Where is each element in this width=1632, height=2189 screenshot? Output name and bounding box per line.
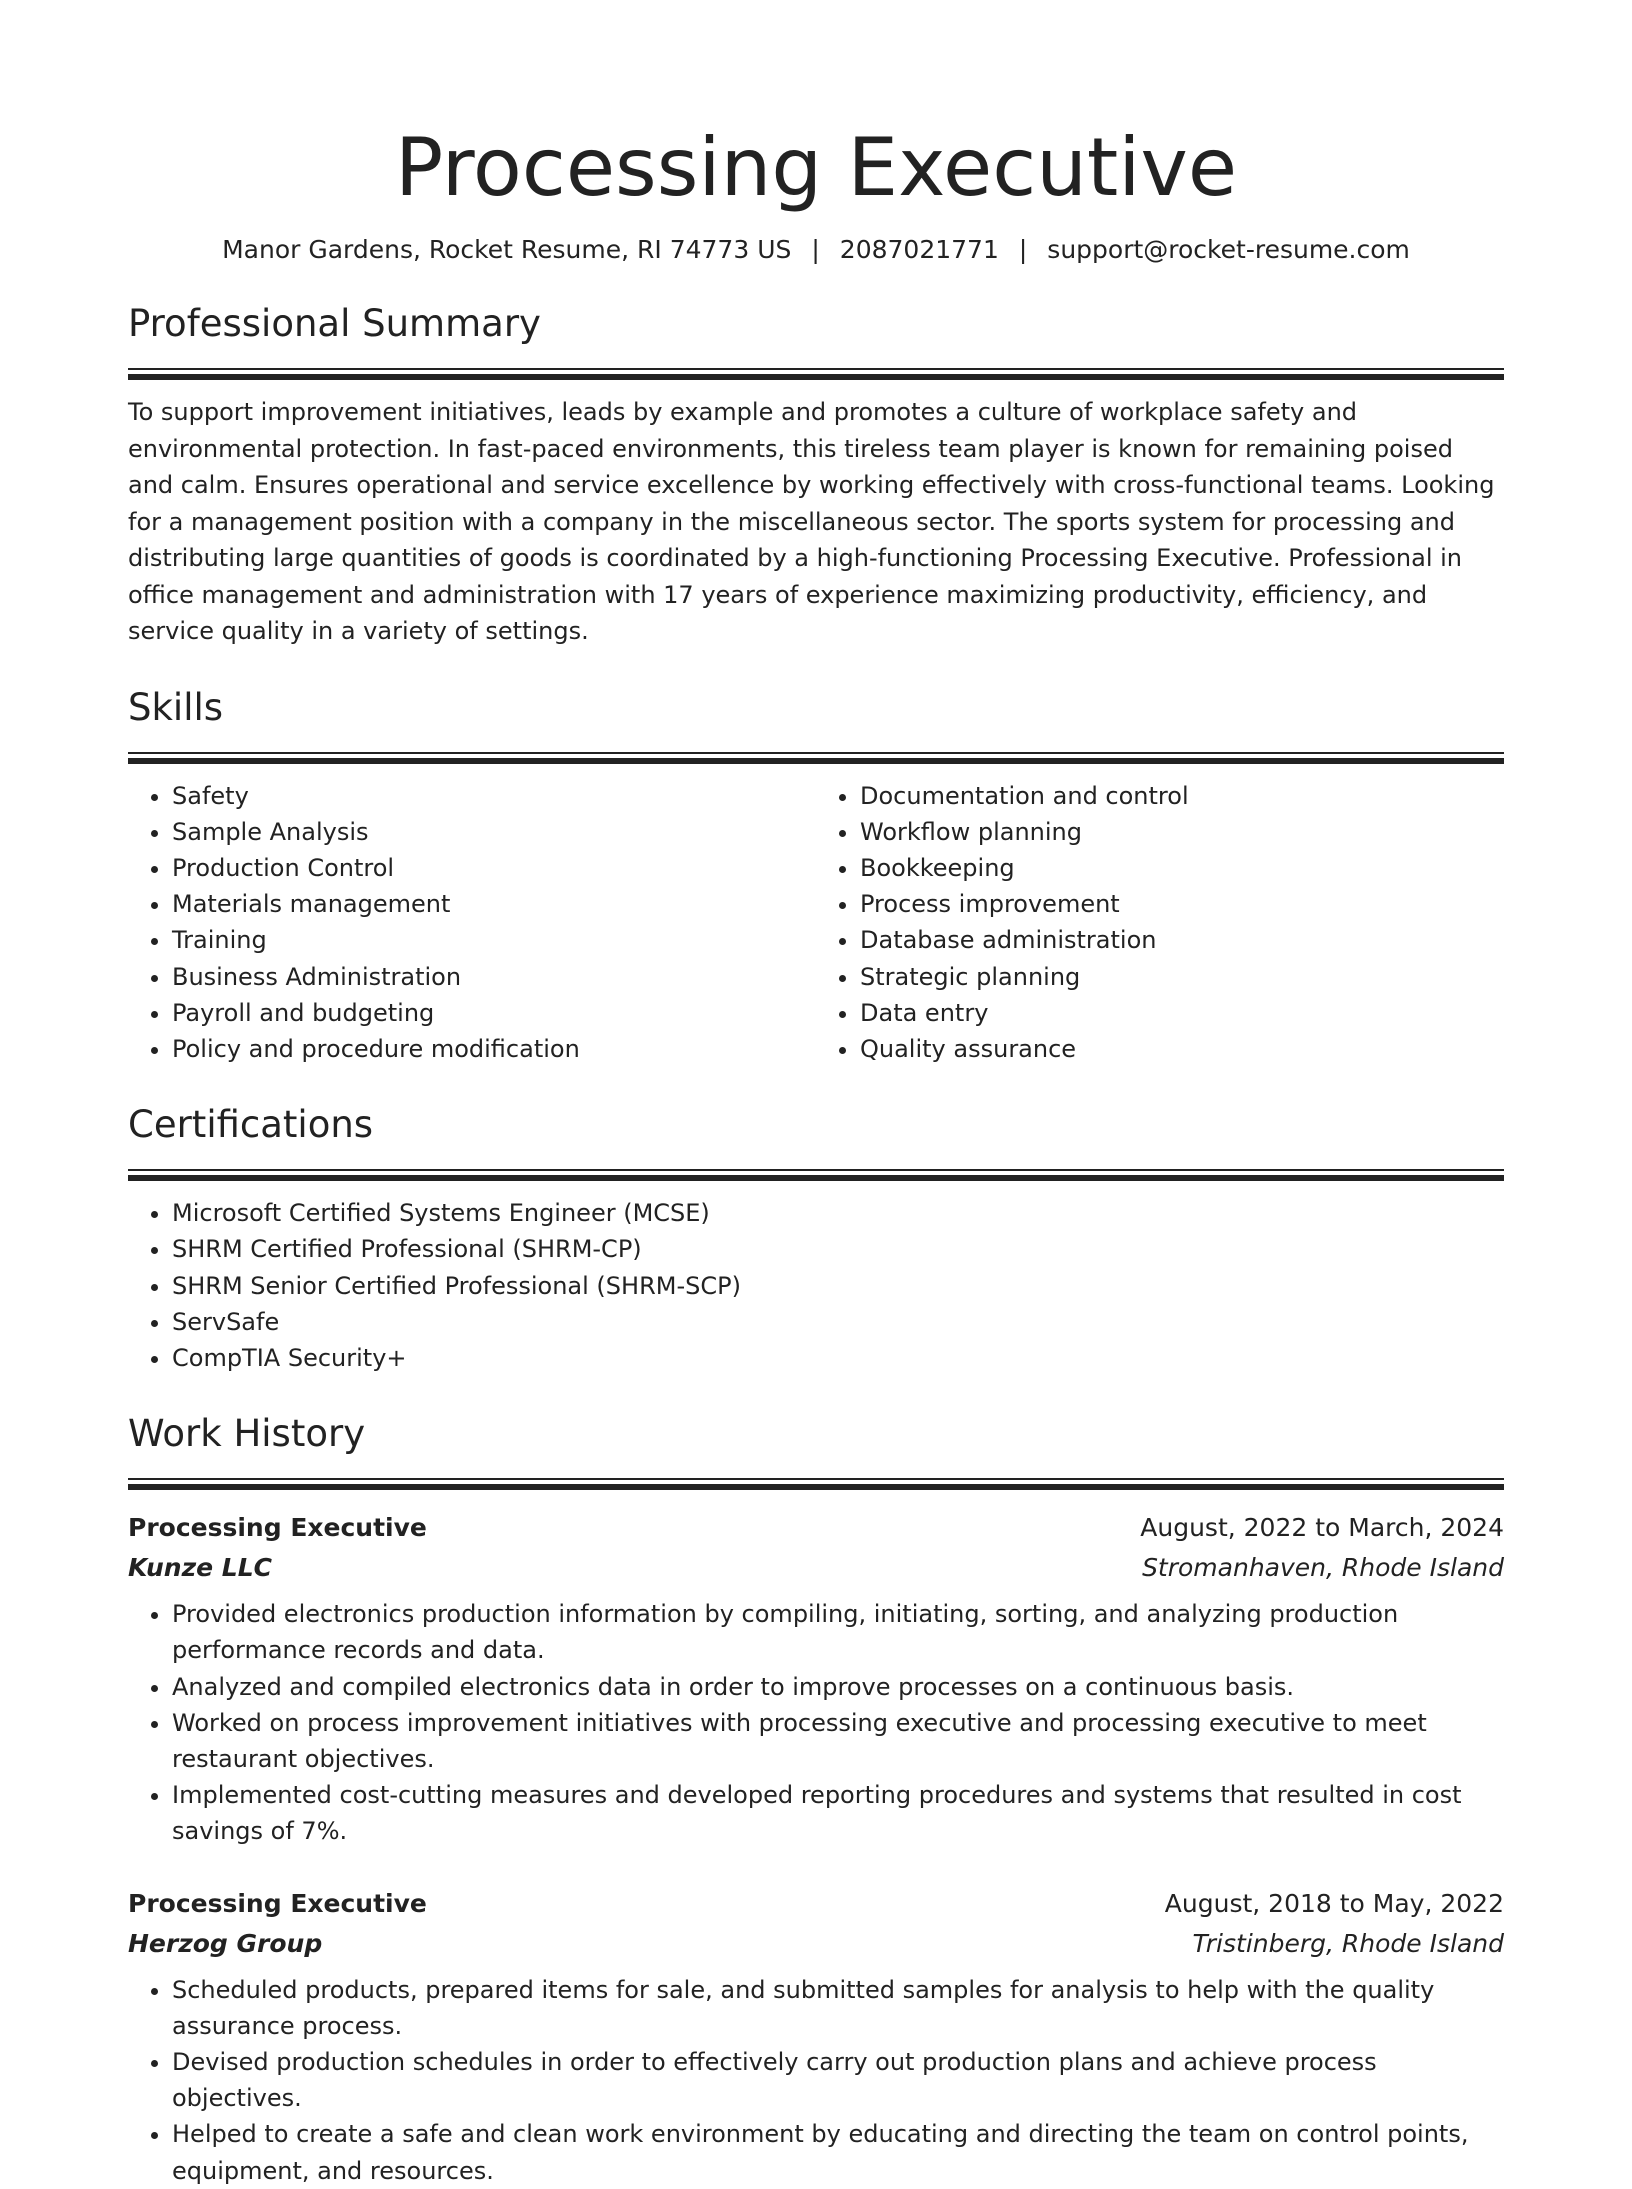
job-bullet: • Scheduled products, prepared items for sale, and submitted samples for analysis to help with the quality assurance process. <box>172 1972 1504 2044</box>
candidate-name: Processing Executive <box>394 121 1238 214</box>
skill-item: • Bookkeeping <box>860 850 1504 886</box>
job-bullet: • Worked on process improvement initiatives with processing executive and processing executive to meet restaurant objectives. <box>172 1705 1504 1777</box>
job-company-row <box>128 1924 1504 1964</box>
contact-email[interactable]: support@rocket-resume.com <box>1047 235 1410 264</box>
job-bullet: • Helped to create a safe and clean work environment by educating and directing the team on control points, equipment, and resources. <box>172 2116 1504 2188</box>
certifications-section <box>128 1101 1504 1376</box>
skills-list-left <box>128 778 816 1068</box>
certification-item: • SHRM Senior Certified Professional (SHRM-SCP) <box>172 1268 1504 1304</box>
certification-item: • ServSafe <box>172 1304 1504 1340</box>
certification-item: • SHRM Certified Professional (SHRM-CP) <box>172 1231 1504 1267</box>
job-bullet: • Provided electronics production information by compiling, initiating, sorting, and analyzing production performance records and data. <box>172 1596 1504 1668</box>
skill-item: • Quality assurance <box>860 1031 1504 1067</box>
job-location: Stromanhaven, Rhode Island <box>1142 1553 1504 1583</box>
job-bullets <box>128 1972 1504 2189</box>
certifications-heading: Certifications <box>128 1103 374 1147</box>
summary-section <box>128 300 1504 650</box>
job-company-row <box>128 1548 1504 1588</box>
summary-heading: Professional Summary <box>128 302 541 345</box>
contact-phone: 2087021771 <box>839 235 999 264</box>
skill-item: • Safety <box>172 778 816 814</box>
skill-item: • Production Control <box>172 850 816 886</box>
job-location: Tristinberg, Rhode Island <box>1192 1928 1504 1958</box>
certification-item: • Microsoft Certified Systems Engineer (MCSE) <box>172 1195 1504 1231</box>
work-history-section <box>128 1410 1504 2189</box>
job-header-row <box>128 1508 1504 1548</box>
summary-text: To support improvement initiatives, leads by example and promotes a culture of workplace safety and environmental protection. In fast-paced environments, this tireless team player is known for remaining poised and calm. Ensures operational and service excellence by working effectively with cross-functional teams. Looking for a management position with a company in the miscellaneous sector. The sports system for processing and distributing large quantities of goods is coordinated by a high-functioning Processing Executive. Professional in office management and administration with 17 years of experience maximizing productivity, efficiency, and service quality in a variety of settings. <box>128 398 1495 645</box>
job-entry <box>128 1884 1504 2189</box>
skill-item: • Policy and procedure modification <box>172 1031 816 1067</box>
job-dates: August, 2018 to May, 2022 <box>1164 1888 1504 1918</box>
job-title: Processing Executive <box>128 1888 427 1918</box>
section-divider <box>128 1478 1504 1490</box>
contact-separator: | <box>1018 235 1028 264</box>
skill-item: • Documentation and control <box>860 778 1504 814</box>
skill-item: • Payroll and budgeting <box>172 995 816 1031</box>
contact-separator: | <box>811 235 820 264</box>
skill-item: • Process improvement <box>860 886 1504 922</box>
certifications-list <box>128 1195 1504 1376</box>
skill-item: • Sample Analysis <box>172 814 816 850</box>
certification-item: • CompTIA Security+ <box>172 1340 1504 1376</box>
skills-heading: Skills <box>128 685 224 729</box>
skill-item: • Workflow planning <box>860 814 1504 850</box>
job-entry <box>128 1508 1504 1849</box>
job-bullets <box>128 1596 1504 1849</box>
job-title: Processing Executive <box>128 1513 427 1543</box>
job-bullet: • Implemented cost-cutting measures and developed reporting procedures and systems that resulted in cost savings of 7%. <box>172 1777 1504 1849</box>
job-company: Kunze LLC <box>128 1553 273 1583</box>
skills-list-right <box>816 778 1504 1068</box>
job-header-row <box>128 1884 1504 1924</box>
skills-grid <box>128 778 1504 1068</box>
section-divider <box>128 752 1504 764</box>
job-company: Herzog Group <box>128 1928 323 1958</box>
section-divider <box>128 368 1504 380</box>
skills-section <box>128 684 1504 1068</box>
skill-item: • Data entry <box>860 995 1504 1031</box>
contact-address: Manor Gardens, Rocket Resume, RI 74773 US <box>222 235 792 264</box>
skill-item: • Strategic planning <box>860 959 1504 995</box>
job-bullet: • Analyzed and compiled electronics data in order to improve processes on a continuous basis. <box>172 1669 1504 1705</box>
skill-item: • Database administration <box>860 922 1504 958</box>
contact-line <box>128 234 1504 266</box>
work-history-heading: Work History <box>128 1412 366 1456</box>
section-divider <box>128 1169 1504 1181</box>
skill-item: • Business Administration <box>172 959 816 995</box>
skill-item: • Training <box>172 922 816 958</box>
skill-item: • Materials management <box>172 886 816 922</box>
job-dates: August, 2022 to March, 2024 <box>1140 1513 1504 1543</box>
job-bullet: • Devised production schedules in order to effectively carry out production plans and achieve process objectives. <box>172 2044 1504 2116</box>
